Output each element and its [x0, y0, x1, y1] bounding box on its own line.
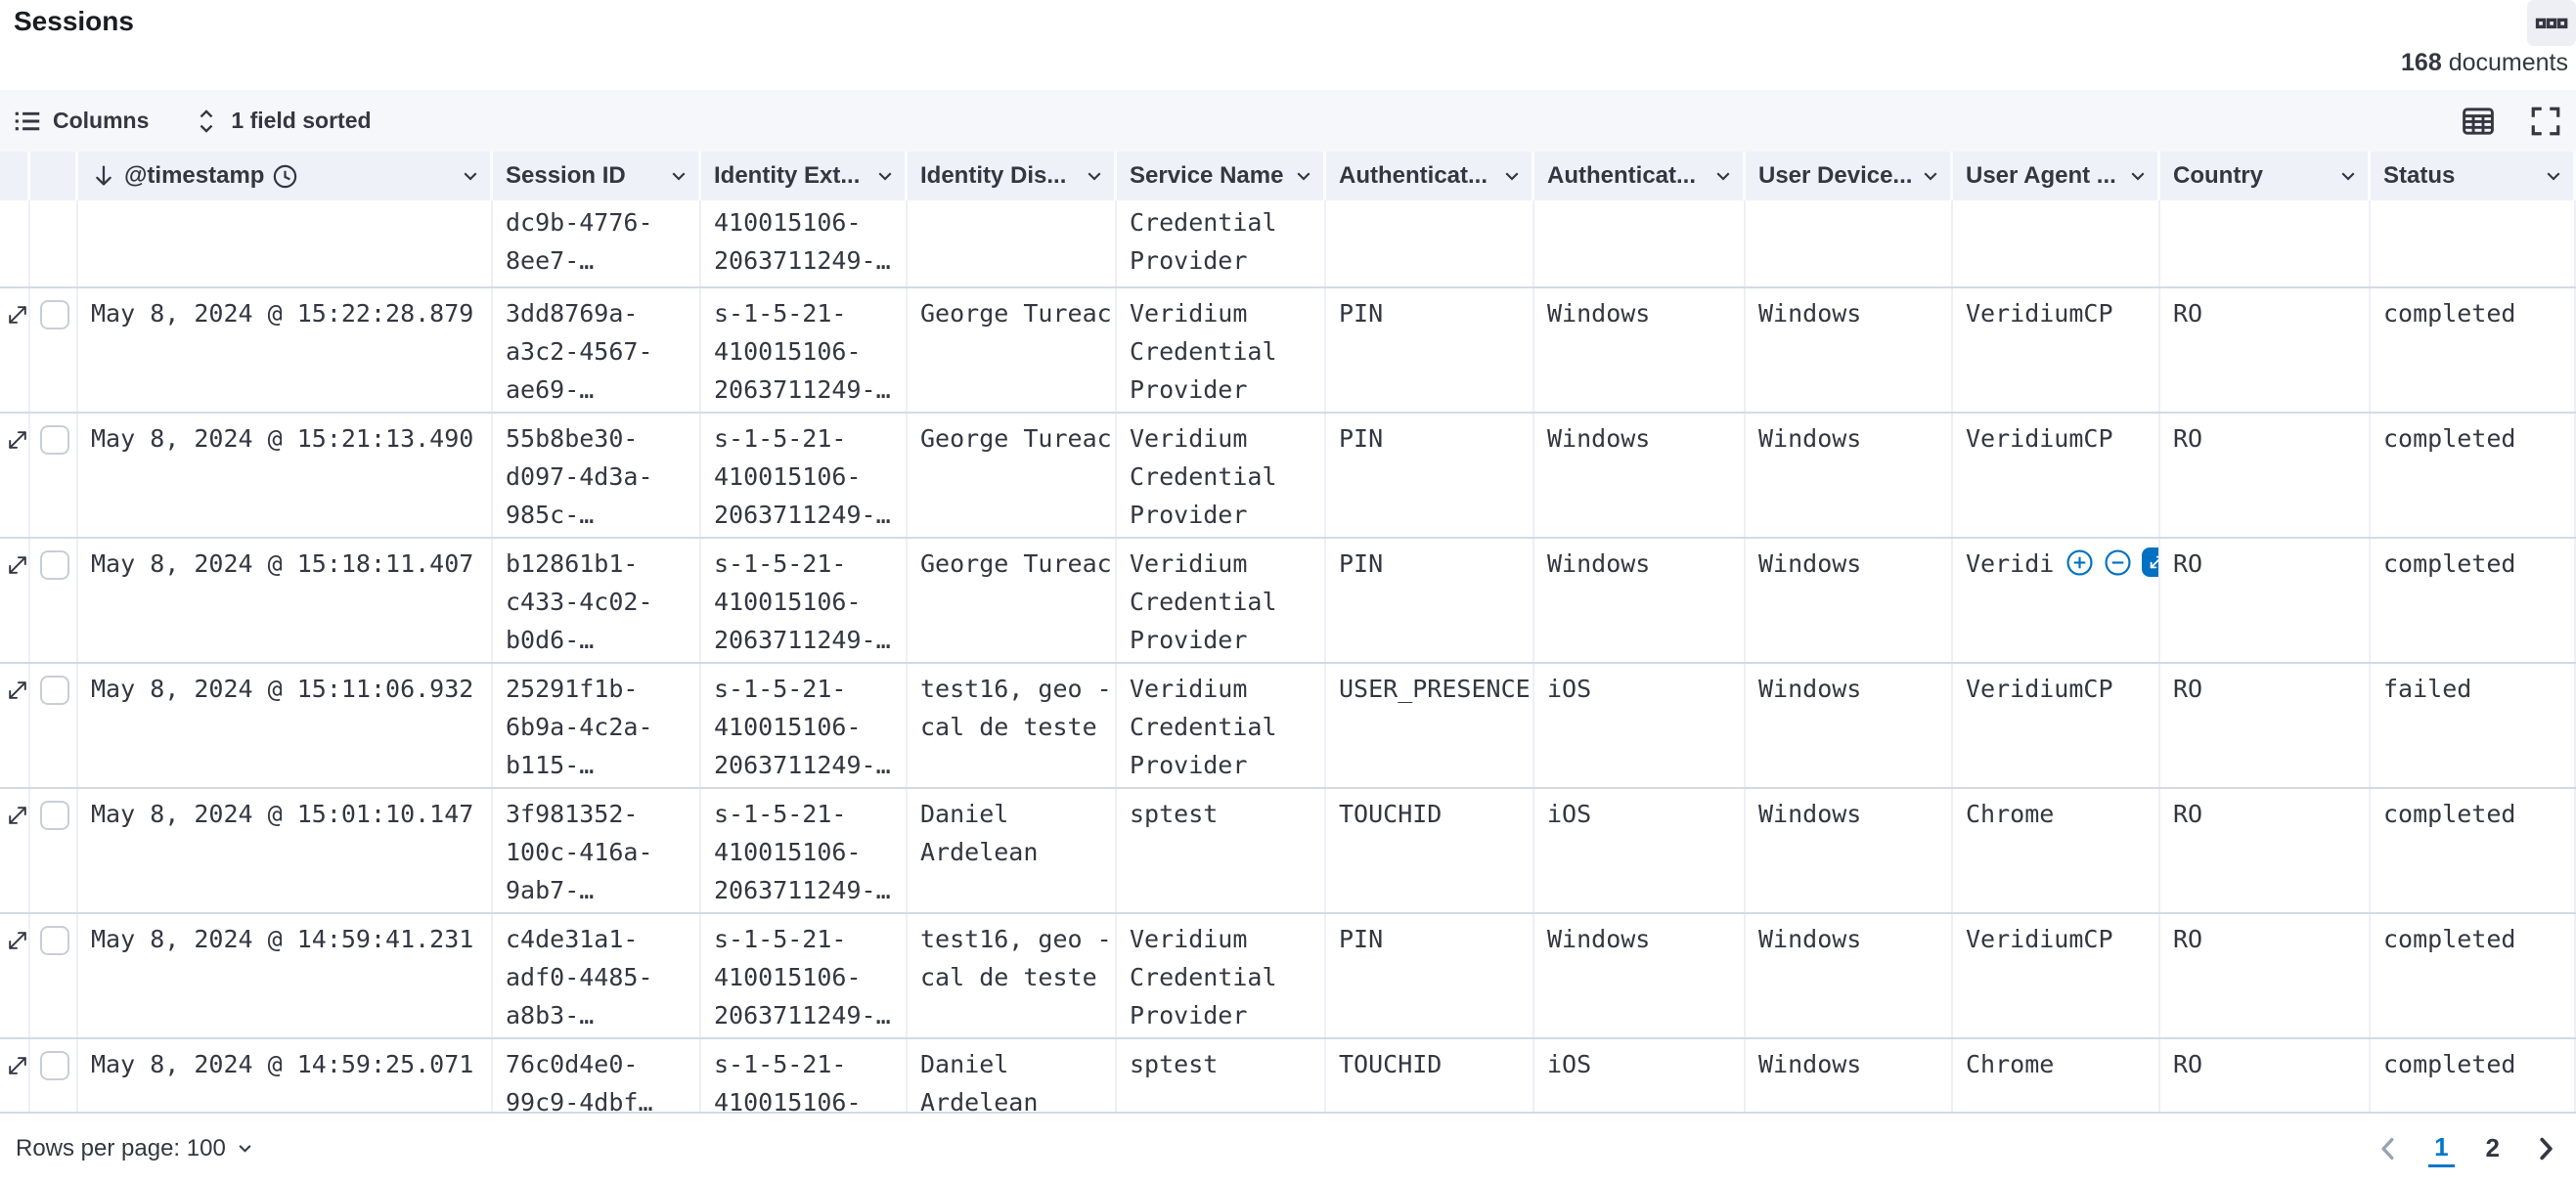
cell-auth_method: PIN — [1326, 288, 1534, 412]
row-checkbox[interactable] — [40, 926, 69, 955]
cell-auth_device: Windows — [1534, 914, 1746, 1037]
row-expand-button[interactable] — [5, 803, 30, 828]
table-density-icon — [2461, 104, 2496, 139]
cell-status — [2371, 200, 2576, 286]
row-checkbox-cell — [30, 789, 78, 912]
cell-user_agent: VeridiumCP — [1953, 414, 2160, 537]
expand-icon — [5, 678, 30, 703]
expand-cell-button[interactable] — [2142, 548, 2160, 577]
cell-country: RO — [2160, 539, 2371, 662]
column-label: User Device... — [1758, 162, 1913, 189]
chevron-down-icon[interactable] — [461, 166, 480, 186]
cell-identity_ext: s-1-5-21- 410015106- 2063711249-… — [701, 288, 908, 412]
header-cell-identity_ext[interactable] — [701, 152, 908, 200]
row-expand-cell — [0, 288, 30, 412]
cell-user_agent — [1953, 200, 2160, 286]
chevron-down-icon[interactable] — [1502, 166, 1522, 186]
header-cell-status[interactable] — [2371, 152, 2576, 200]
row-expand-button[interactable] — [5, 678, 30, 703]
documents-count-number: 168 — [2401, 49, 2442, 76]
sort-icon — [194, 109, 219, 134]
chevron-down-icon[interactable] — [2544, 166, 2563, 186]
pagination — [2374, 1130, 2560, 1167]
table-row — [0, 539, 2576, 664]
cell-status: completed — [2371, 288, 2576, 412]
sort-descending-icon — [91, 163, 116, 189]
cell-identity_ext: 410015106- 2063711249-… — [701, 200, 908, 286]
cell-identity_ext: s-1-5-21- 410015106- 2063711249-… — [701, 414, 908, 537]
cell-country: RO — [2160, 789, 2371, 912]
chevron-down-icon[interactable] — [2338, 166, 2358, 186]
header-cell-expand-control — [0, 152, 30, 200]
table-row — [0, 414, 2576, 539]
cell-auth_device: Windows — [1534, 288, 1746, 412]
list-icon — [14, 108, 41, 135]
cell-timestamp — [78, 200, 493, 286]
column-label: Service Name — [1130, 162, 1284, 189]
cell-user_device: Windows — [1746, 1039, 1953, 1112]
cell-session_id: 3f981352- 100c-416a- 9ab7-… — [493, 789, 701, 912]
rows-per-page-button[interactable] — [16, 1135, 254, 1162]
cell-identity_dis: George Tureac — [908, 414, 1117, 537]
cell-user_device — [1746, 200, 1953, 286]
cell-auth_device: iOS — [1534, 1039, 1746, 1112]
column-label: Country — [2173, 162, 2263, 189]
cell-identity_dis: George Tureac — [908, 288, 1117, 412]
cell-service_name: sptest — [1117, 789, 1326, 912]
cell-service_name: Veridium Credential Provider — [1117, 664, 1326, 787]
filter-out-value-button[interactable] — [2104, 548, 2132, 577]
table-row — [0, 1039, 2576, 1114]
cell-identity_dis — [908, 200, 1117, 286]
row-checkbox[interactable] — [40, 425, 69, 455]
clock-icon — [272, 163, 298, 190]
header-cell-identity_dis[interactable] — [908, 152, 1117, 200]
cell-user_device: Windows — [1746, 789, 1953, 912]
cell-service_name: Veridium Credential Provider — [1117, 914, 1326, 1037]
row-checkbox[interactable] — [40, 550, 69, 580]
documents-count — [2401, 49, 2568, 77]
header-cell-user_agent[interactable] — [1953, 152, 2160, 200]
cell-session_id: 76c0d4e0- 99c9-4dbf… — [493, 1039, 701, 1112]
header-cell-timestamp[interactable] — [78, 152, 493, 200]
cell-session_id: b12861b1- c433-4c02- b0d6-… — [493, 539, 701, 662]
header-cell-user_device[interactable] — [1746, 152, 1953, 200]
cell-status: completed — [2371, 539, 2576, 662]
row-checkbox[interactable] — [40, 300, 69, 329]
cell-auth_device: iOS — [1534, 789, 1746, 912]
minus-circle-icon — [2104, 548, 2132, 577]
row-expand-cell — [0, 789, 30, 912]
cell-session_id: 25291f1b- 6b9a-4c2a- b115-… — [493, 664, 701, 787]
fullscreen-icon — [2529, 105, 2562, 138]
table-row — [0, 200, 2576, 288]
filter-for-value-button[interactable] — [2065, 548, 2094, 577]
row-checkbox-cell — [30, 539, 78, 662]
cell-session_id: 3dd8769a- a3c2-4567- ae69-… — [493, 288, 701, 412]
sort-fields-button[interactable] — [194, 108, 371, 134]
row-checkbox-cell — [30, 914, 78, 1037]
chevron-down-icon[interactable] — [1294, 166, 1313, 186]
row-checkbox-cell — [30, 200, 78, 286]
expand-icon — [5, 302, 30, 328]
cell-auth_method: PIN — [1326, 414, 1534, 537]
cell-status: completed — [2371, 414, 2576, 537]
cell-timestamp: May 8, 2024 @ 14:59:41.231 — [78, 914, 493, 1037]
cell-timestamp: May 8, 2024 @ 15:22:28.879 — [78, 288, 493, 412]
boxes-horizontal-icon — [2535, 7, 2568, 40]
cell-country: RO — [2160, 914, 2371, 1037]
column-label: Authenticat... — [1339, 162, 1488, 189]
row-checkbox-cell — [30, 414, 78, 537]
cell-user_device: Windows — [1746, 664, 1953, 787]
column-label: @timestamp — [124, 162, 265, 189]
cell-timestamp: May 8, 2024 @ 15:21:13.490 — [78, 414, 493, 537]
display-options-button[interactable] — [2461, 104, 2496, 139]
row-expand-button[interactable] — [5, 1053, 30, 1078]
row-checkbox-cell — [30, 288, 78, 412]
header-cell-session_id[interactable] — [493, 152, 701, 200]
table-row — [0, 664, 2576, 789]
cell-identity_dis: test16, geo - cal de teste — [908, 914, 1117, 1037]
cell-hover-actions — [2065, 548, 2160, 577]
header-cell-service_name[interactable] — [1117, 152, 1326, 200]
row-expand-button[interactable] — [5, 928, 30, 953]
chevron-down-icon — [236, 1139, 254, 1158]
cell-identity_ext: s-1-5-21- 410015106- 2063711249-… — [701, 664, 908, 787]
fullscreen-button[interactable] — [2529, 105, 2562, 138]
row-checkbox-cell — [30, 664, 78, 787]
cell-timestamp: May 8, 2024 @ 14:59:25.071 — [78, 1039, 493, 1112]
chevron-down-icon[interactable] — [1921, 166, 1940, 186]
cell-country: RO — [2160, 664, 2371, 787]
expand-icon — [5, 427, 30, 453]
pagination-page-1[interactable]: 1 — [2428, 1130, 2454, 1167]
cell-user_device: Windows — [1746, 288, 1953, 412]
columns-button-label: Columns — [53, 108, 150, 133]
table-row — [0, 914, 2576, 1039]
chevron-down-icon[interactable] — [2128, 166, 2148, 186]
column-label: Authenticat... — [1547, 162, 1697, 189]
cell-status: completed — [2371, 1039, 2576, 1112]
header-cell-checkbox-control — [30, 152, 78, 200]
documents-count-label: documents — [2448, 49, 2568, 76]
cell-country: RO — [2160, 288, 2371, 412]
cell-auth_device: iOS — [1534, 664, 1746, 787]
expand-icon — [5, 928, 30, 953]
chevron-right-icon — [2531, 1134, 2560, 1163]
cell-identity_ext: s-1-5-21- 410015106- 2063711249-… — [701, 914, 908, 1037]
table-body — [0, 200, 2576, 1114]
expand-icon — [2148, 553, 2160, 571]
cell-identity_dis: George Tureac — [908, 539, 1117, 662]
table-header-row — [0, 152, 2576, 200]
cell-identity_dis: Daniel Ardelean — [908, 1039, 1117, 1112]
sort-fields-label: 1 field sorted — [231, 108, 372, 133]
column-label: User Agent ... — [1966, 162, 2116, 189]
row-expand-button[interactable] — [5, 552, 30, 578]
cell-identity_dis: Daniel Ardelean — [908, 789, 1117, 912]
row-checkbox-cell — [30, 1039, 78, 1112]
cell-country: RO — [2160, 1039, 2371, 1112]
cell-status: completed — [2371, 914, 2576, 1037]
title-bar — [0, 0, 2576, 90]
row-expand-cell — [0, 200, 30, 286]
column-label: Identity Dis... — [920, 162, 1067, 189]
cell-identity_ext: s-1-5-21- 410015106- — [701, 1039, 908, 1112]
column-label: Session ID — [506, 162, 626, 189]
cell-auth_method: PIN — [1326, 539, 1534, 662]
cell-country — [2160, 200, 2371, 286]
expand-icon — [5, 1053, 30, 1078]
cell-user_device: Windows — [1746, 414, 1953, 537]
chevron-left-icon — [2374, 1134, 2403, 1163]
cell-user_agent: VeridiumCP — [1953, 914, 2160, 1037]
cell-auth_method: USER_PRESENCE — [1326, 664, 1534, 787]
cell-auth_device: Windows — [1534, 539, 1746, 662]
grid-toolbar — [0, 90, 2576, 152]
table-row — [0, 288, 2576, 414]
cell-timestamp: May 8, 2024 @ 15:18:11.407 — [78, 539, 493, 662]
cell-timestamp: May 8, 2024 @ 15:01:10.147 — [78, 789, 493, 912]
cell-service_name: Veridium Credential Provider — [1117, 539, 1326, 662]
chevron-down-icon[interactable] — [1085, 166, 1104, 186]
cell-session_id: c4de31a1- adf0-4485- a8b3-… — [493, 914, 701, 1037]
chevron-down-icon[interactable] — [1713, 166, 1733, 186]
cell-country: RO — [2160, 414, 2371, 537]
header-cell-country[interactable] — [2160, 152, 2371, 200]
column-label: Identity Ext... — [714, 162, 861, 189]
row-expand-cell — [0, 914, 30, 1037]
cell-timestamp: May 8, 2024 @ 15:11:06.932 — [78, 664, 493, 787]
cell-status: completed — [2371, 789, 2576, 912]
cell-service_name: Veridium Credential Provider — [1117, 288, 1326, 412]
cell-status: failed — [2371, 664, 2576, 787]
cell-auth_device — [1534, 200, 1746, 286]
cell-service_name: Veridium Credential Provider — [1117, 414, 1326, 537]
row-expand-cell — [0, 414, 30, 537]
row-expand-cell — [0, 539, 30, 662]
cell-identity_ext: s-1-5-21- 410015106- 2063711249-… — [701, 789, 908, 912]
row-expand-cell — [0, 664, 30, 787]
cell-user_agent: Veridi — [1953, 539, 2160, 662]
header-cell-auth_method[interactable] — [1326, 152, 1534, 200]
plus-circle-icon — [2065, 548, 2094, 577]
cell-auth_device: Windows — [1534, 414, 1746, 537]
cell-service_name: sptest — [1117, 1039, 1326, 1112]
cell-auth_method — [1326, 200, 1534, 286]
cell-auth_method: TOUCHID — [1326, 1039, 1534, 1112]
cell-session_id: 55b8be30- d097-4d3a- 985c-… — [493, 414, 701, 537]
cell-user_agent: VeridiumCP — [1953, 288, 2160, 412]
cell-auth_method: TOUCHID — [1326, 789, 1534, 912]
grid-footer — [0, 1114, 2576, 1183]
row-expand-button[interactable] — [5, 302, 30, 328]
columns-button[interactable] — [14, 108, 149, 135]
row-checkbox[interactable] — [40, 1051, 69, 1080]
cell-user_agent: Chrome — [1953, 1039, 2160, 1112]
rows-per-page-label: Rows per page: 100 — [16, 1134, 226, 1161]
cell-identity_dis: test16, geo - cal de teste — [908, 664, 1117, 787]
expand-icon — [5, 803, 30, 828]
column-label: Status — [2383, 162, 2456, 189]
header-cell-auth_device[interactable] — [1534, 152, 1746, 200]
row-expand-button[interactable] — [5, 427, 30, 453]
more-options-button[interactable] — [2527, 0, 2576, 46]
row-expand-cell — [0, 1039, 30, 1112]
chevron-down-icon[interactable] — [875, 166, 895, 186]
cell-auth_method: PIN — [1326, 914, 1534, 1037]
cell-service_name: Credential Provider — [1117, 200, 1326, 286]
expand-icon — [5, 552, 30, 578]
cell-user_agent: VeridiumCP — [1953, 664, 2160, 787]
page-title: Sessions — [14, 6, 134, 36]
cell-user_agent: Chrome — [1953, 789, 2160, 912]
cell-user_device: Windows — [1746, 914, 1953, 1037]
row-checkbox[interactable] — [40, 676, 69, 705]
table-row — [0, 789, 2576, 914]
cell-user_device: Windows — [1746, 539, 1953, 662]
row-checkbox[interactable] — [40, 801, 69, 830]
pagination-page-2[interactable]: 2 — [2485, 1133, 2500, 1162]
cell-session_id: dc9b-4776- 8ee7-… — [493, 200, 701, 286]
pagination-next-button[interactable] — [2531, 1134, 2560, 1163]
cell-identity_ext: s-1-5-21- 410015106- 2063711249-… — [701, 539, 908, 662]
chevron-down-icon[interactable] — [669, 166, 688, 186]
pagination-prev-button[interactable] — [2374, 1134, 2403, 1163]
